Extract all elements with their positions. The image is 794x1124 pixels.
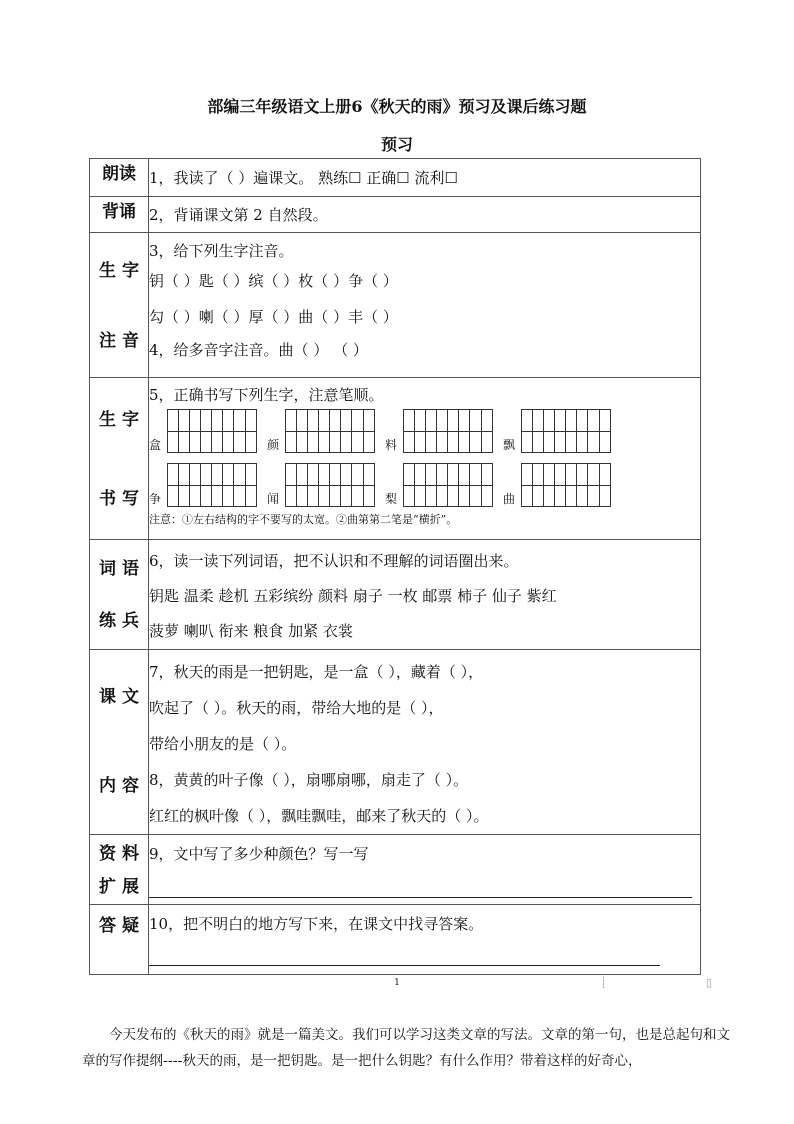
question-7-line-3: 带给小朋友的是（ ）。 [149,735,297,753]
table-row [90,197,701,233]
grid-char: 曲 [503,492,516,506]
table-row [90,159,701,197]
writing-grid[interactable] [521,463,611,507]
table-row [90,540,701,650]
row-label: 背诵 [90,197,149,233]
table-row [90,650,701,835]
section-subtitle: 预习 [380,135,413,154]
margin-mark: ▯ [706,976,713,989]
grid-char: 梨 [385,492,398,506]
row-label-bottom: 练 兵 [99,610,139,631]
grid-char: 料 [385,438,398,452]
row-label-top: 课 文 [99,687,139,707]
grid-char: 飘 [503,438,516,452]
row-label: 朗读 [90,159,149,197]
question-2: 2，背诵课文第 2 自然段。 [149,206,328,224]
document-title: 部编三年级语文上册6《秋天的雨》预习及课后练习题 [207,97,587,116]
row-label-top: 生 字 [99,260,139,281]
grid-char: 颜 [267,438,280,452]
table-row [90,233,701,378]
writing-grid[interactable] [167,409,257,453]
question-8-line-1: 8，黄黄的叶子像（ ），扇哪扇哪，扇走了（ ）。 [149,771,469,789]
writing-note: 注意：①左右结构的字不要写的太宽。②曲第第二笔是“横折”。 [149,513,458,526]
writing-grid[interactable] [285,463,375,507]
row-label-bottom: 内 容 [99,776,139,796]
writing-grid[interactable] [403,409,493,453]
pinyin-line-1: 钥（ ）匙（ ）缤（ ）枚（ ）争（ ） [149,272,398,290]
row-label-bottom: 书 写 [99,489,139,509]
grid-char: 闻 [267,492,280,506]
row-label: 答 疑 [90,905,149,975]
row-label-bottom: 注 音 [99,330,139,351]
question-6: 6，读一读下列词语，把不认识和不理解的词语圈出来。 [149,552,519,570]
question-9: 9，文中写了多少种颜色？写一写 [149,845,369,863]
writing-grid[interactable] [167,463,257,507]
question-5: 5，正确书写下列生字，注意笔顺。 [149,386,384,404]
row-label-top: 资 料 [99,844,139,864]
writing-grid[interactable] [403,463,493,507]
writing-grid[interactable] [521,409,611,453]
question-10: 10，把不明白的地方写下来，在课文中找寻答案。 [149,915,484,933]
writing-grid-row-2 [149,463,700,507]
question-7-line-2: 吹起了（ ）。秋天的雨，带给大地的是（ ）， [149,699,444,717]
essay-paragraph: 今天发布的《秋天的雨》就是一篇美文。我们可以学习这类文章的写法。文章的第一句，也是总起句和文章的写作提纲----秋天的雨，是一把钥匙。是一把什么钥匙？有什么作用？带着这样的好奇心， [82,1027,730,1069]
page-number: 1 [394,978,400,988]
question-8-line-2: 红红的枫叶像（ ），飘哇飘哇，邮来了秋天的（ ）。 [149,807,489,825]
answer-line[interactable] [149,896,692,898]
grid-char: 盒 [149,438,162,452]
answer-line[interactable] [149,964,660,966]
writing-grid[interactable] [285,409,375,453]
pinyin-line-2: 勾（ ）喇（ ）厚（ ）曲（ ）丰（ ） [149,308,398,326]
preview-worksheet-table [89,158,701,975]
table-row [90,905,701,975]
question-7-line-1: 7，秋天的雨是一把钥匙，是一盒（ ），藏着（ ）， [149,663,484,681]
question-1: 1，我读了（ ）遍课文。 熟练☐ 正确☐ 流利☐ [149,169,458,187]
margin-mark: ┊ [600,976,607,989]
question-4: 4，给多音字注音。曲（ ） （ ） [149,341,368,359]
word-list-1: 钥匙 温柔 趁机 五彩缤纷 颜料 扇子 一枚 邮票 柿子 仙子 紫红 [149,587,557,605]
grid-char: 争 [149,492,162,506]
table-row [90,835,701,905]
question-3: 3，给下列生字注音。 [149,242,294,260]
row-label-top: 生 字 [99,410,139,430]
word-list-2: 菠萝 喇叭 衔来 粮食 加紧 衣裳 [149,622,353,640]
table-row [90,378,701,540]
row-label-top: 词 语 [99,558,139,579]
writing-grid-row-1 [149,409,700,453]
row-label-bottom: 扩 展 [99,877,139,897]
